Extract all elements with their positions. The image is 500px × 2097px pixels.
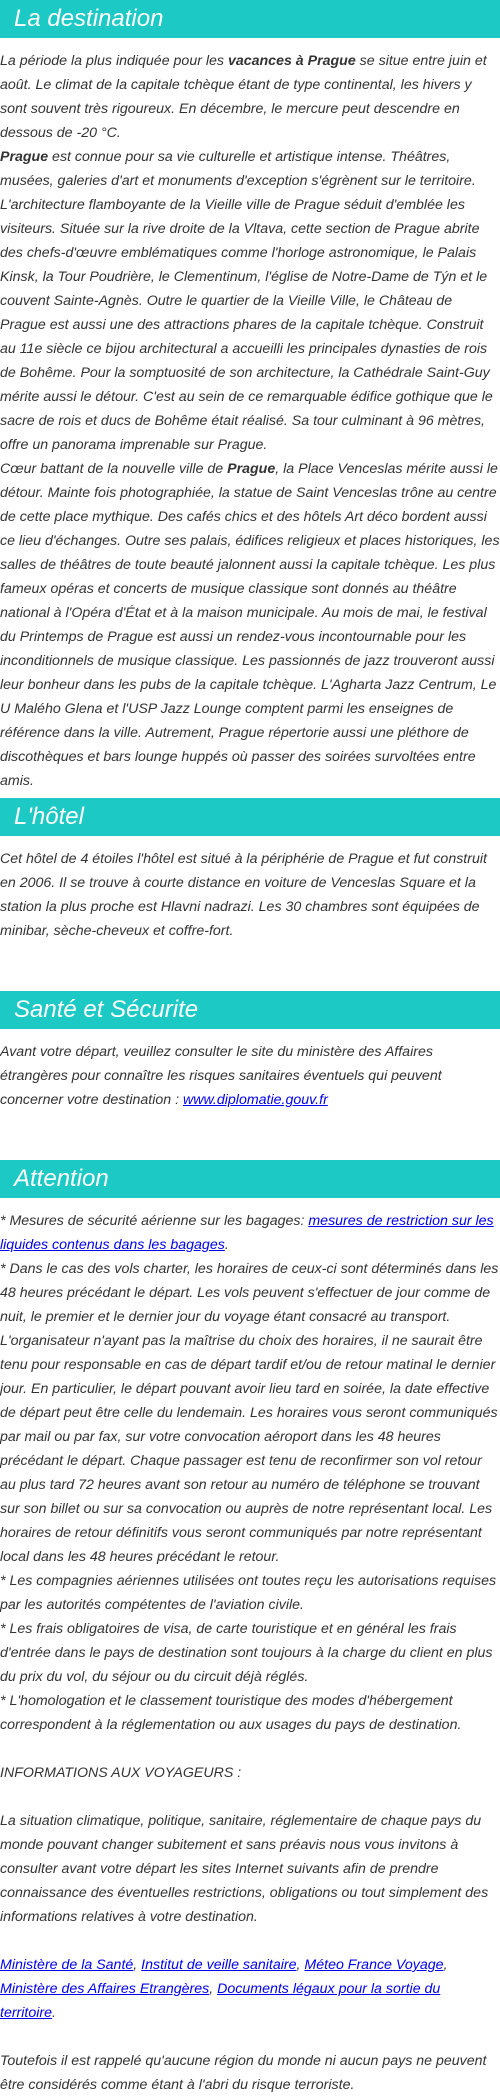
liquides-restriction-link[interactable]: mesures de restriction sur les liquides contenus dans les bagages [0,1213,494,1253]
info-links: Ministère de la Santé, Institut de veille sanitaire, Méteo France Voyage, Ministère des Affaires Etrangères, Documents légaux pour la sortie du territoire. [0,1957,448,2021]
attention-header: Attention [0,1160,500,1198]
destination-header: La destination [0,0,500,38]
hotel-body [0,836,500,943]
destination-paragraph-culture: Prague est connue pour sa vie culturelle et artistique intense. Théâtres, musées, galeries d'art et monuments d'exception s'égrènent sur le territoire. L'architecture flamboyante de la Vieille ville de Prague séduit d'emblée les visiteurs. Située sur la rive droite de la Vltava, cette section de Prague abrite des chefs-d'œuvre emblématiques comme l'horloge astronomique, le Palais Kinsk, la Tour Poudrière, le Clementinum, l'église de Notre-Dame de Týn et le couvent Sainte-Agnès. Outre le quartier de la Vieille Ville, le Château de Prague est aussi une des attractions phares de la capitale tchèque. Construit au 11e siècle ce bijou architectural a accueilli les principales dynasties de rois de Bohême. Pour la somptuosité de son architecture, la Cathédrale Saint-Guy mérite aussi le détour. C'est au sein de ce remarquable édifice gothique que le sacre de rois et ducs de Bohême était réalisé. Sa tour culminant à 96 mètres, offre un panorama imprenable sur Prague. [0,149,493,453]
sante-body [0,1029,500,1112]
destination-paragraph-climate: La période la plus indiquée pour les vacances à Prague se situe entre juin et août. Le climat de la capitale tchèque étant de type continental, les hivers y sont souvent très rigoureux. En décembre, le mercure peut descendre en dessous de -20 °C. [0,53,487,141]
documents-legaux-link[interactable]: Documents légaux pour la sortie du territoire [0,1981,441,2021]
attention-item-charter: * Dans le cas des vols charter, les horaires de ceux-ci sont déterminés dans les 48 heures précédant le départ. Les vols peuvent s'effectuer de jour comme de nuit, le premier et le dernier jour du voyage étant consacré au transport. L'organisateur n'ayant pas la maîtrise du choix des horaires, il ne saurait être tenu pour responsable en cas de départ tardif et/ou de retour matinal le dernier jour. En particulier, le départ pouvant avoir lieu tard en soirée, la date effective de départ peut être celle du lendemain. Les horaires vous seront communiqués par mail ou par fax, sur votre convocation aéroport dans les 48 heures précédant le départ. Chaque passager est tenu de reconfirmer son vol retour au plus tard 72 heures avant son retour au numéro de téléphone se trouvant sur son billet ou sur sa convocation ou auprès de notre représentant local. Les horaires de retour définitifs vous seront communiqués par notre représentant local dans les 48 heures précédant le retour. [0,1261,499,1565]
destination-body [0,38,500,793]
attention-item-frais: * Les frais obligatoires de visa, de carte touristique et en général les frais d'entrée dans le pays de destination sont toujours à la charge du client en plus du prix du vol, du séjour ou du circuit déjà réglés. [0,1621,493,1685]
hotel-description: Cet hôtel de 4 étoiles l'hôtel est situé à la périphérie de Prague et fut construit en 2006. Il se trouve à courte distance en voiture de Venceslas Square et la station la plus proche est Hlavni nadrazi. Les 30 chambres sont équipées de minibar, sèche-cheveux et coffre-fort. [0,851,487,939]
sante-header: Santé et Sécurite [0,991,500,1029]
veille-sanitaire-link[interactable]: Institut de veille sanitaire [141,1957,297,1973]
terrorism-notice: Toutefois il est rappelé qu'aucune région du monde ni aucun pays ne peuvent être considérés comme étant à l'abri du risque terroriste. [0,2053,487,2093]
keyword-prague: Prague [0,149,49,165]
affaires-etrangeres-link[interactable]: Ministère des Affaires Etrangères [0,1981,210,1997]
destination-paragraph-venceslas: Cœur battant de la nouvelle ville de Prague, la Place Venceslas mérite aussi le détour. Mainte fois photographiée, la statue de Saint Venceslas trône au centre de cette place mythique. Des cafés chics et des hôtels Art déco bordent aussi ce lieu d'échanges. Outre ses palais, édifices religieux et places historiques, les salles de théâtres de toute beauté jalonnent aussi la capitale tchèque. Les plus fameux opéras et concerts de musique classique sont donnés au théâtre national à l'Opéra d'État et à la maison municipale. Au mois de mai, le festival du Printemps de Prague est aussi un rendez-vous incontournable pour les inconditionnels de musique classique. Les passionnés de jazz trouveront aussi leur bonheur dans les pubs de la capitale tchèque. L'Agharta Jazz Centrum, Le U Malého Glena et l'USP Jazz Lounge comptent parmi les enseignes de référence dans la ville. Autrement, Prague répertorie aussi une pléthore de discothèques et bars lounge huppés où passer des soirées survoltées entre amis. [0,461,500,789]
ministere-sante-link[interactable]: Ministère de la Santé [0,1957,134,1973]
attention-item-bagages: * Mesures de sécurité aérienne sur les bagages: mesures de restriction sur les liquides contenus dans les bagages. [0,1213,494,1253]
sante-text: Avant votre départ, veuillez consulter le site du ministère des Affaires étrangères pour connaître les risques sanitaires éventuels qui peuvent concerner votre destination : www.diplomatie.gouv.fr [0,1044,442,1108]
attention-item-homologation: * L'homologation et le classement touristique des modes d'hébergement correspondent à la réglementation ou aux usages du pays de destination. [0,1693,462,1733]
attention-item-compagnies: * Les compagnies aériennes utilisées ont toutes reçu les autorisations requises par les autorités compétentes de l'aviation civile. [0,1573,497,1613]
attention-body [0,1198,500,2097]
keyword-vacances-prague: vacances à Prague [227,53,356,69]
hotel-header: L'hôtel [0,798,500,836]
meteo-france-link[interactable]: Méteo France Voyage [304,1957,444,1973]
info-voyageurs-title: INFORMATIONS AUX VOYAGEURS : [0,1765,242,1781]
diplomatie-link[interactable]: www.diplomatie.gouv.fr [182,1092,328,1108]
keyword-prague-2: Prague [227,461,276,477]
info-voyageurs-text: La situation climatique, politique, sanitaire, réglementaire de chaque pays du monde pouvant changer subitement et sans préavis nous vous invitons à consulter avant votre départ les sites Internet suivants afin de prendre connaissance des éventuelles restrictions, obligations ou tout simplement des informations relatives à votre destination. [0,1813,489,1925]
